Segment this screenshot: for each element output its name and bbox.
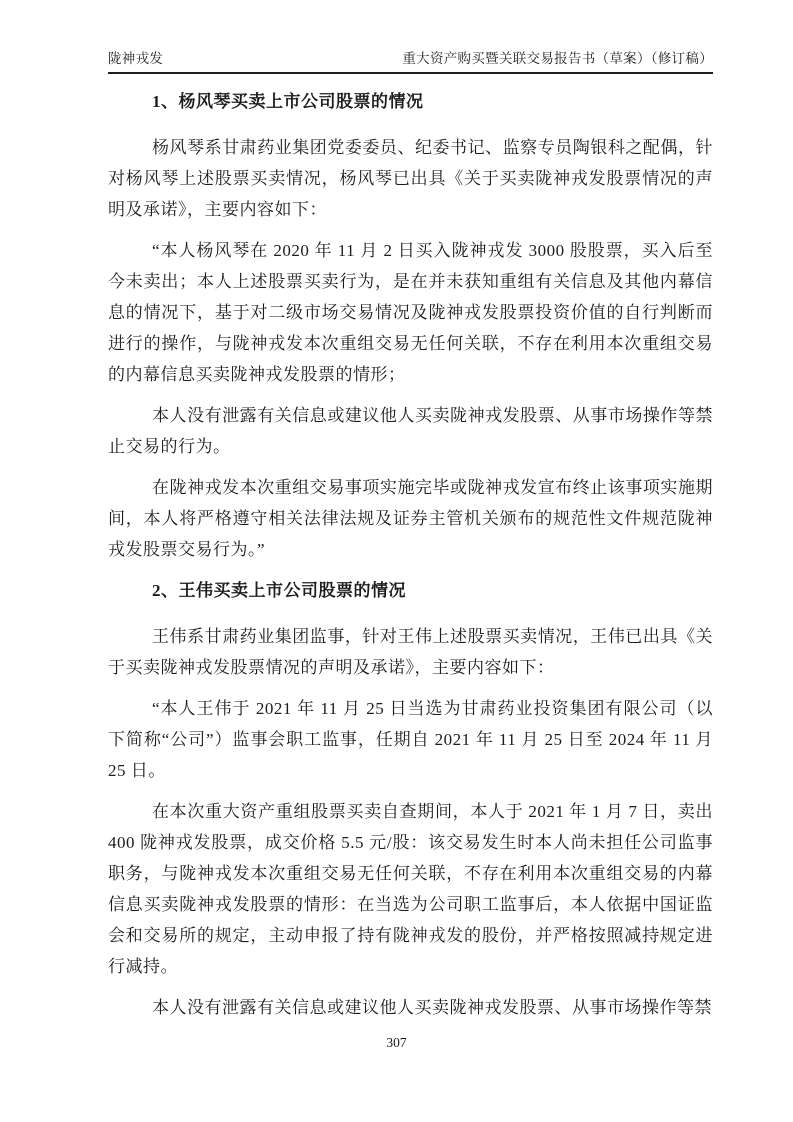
header-report-title: 重大资产购买暨关联交易报告书（草案）（修订稿） — [402, 51, 713, 66]
section-heading-wangwei: 2、王伟买卖上市公司股票的情况 — [152, 581, 406, 600]
paragraph-wangwei-intro: 王伟系甘肃药业集团监事，针对王伟上述股票买卖情况，王伟已出具《关于买卖陇神戎发股票情况的声明及承诺》，主要内容如下： — [108, 627, 713, 677]
paragraph-wangwei-trading: 在本次重大资产重组股票买卖自查期间，本人于 2021 年 1 月 7 日，卖出 400 陇神戎发股票，成交价格 5.5 元/股：该交易发生时本人尚未担任公司监事职务，与陇神戎发本次重组交易无任何关联，不存在利用本次重组交易的内幕信息买卖陇神戎发股票的情形：在当选为公司职工监事后，本人依据中国证监会和交易所的规定，主动申报了持有陇神戎发的股份，并严格按照减持规定进行减持。 — [108, 802, 713, 976]
page-header — [108, 50, 713, 74]
page-number: 307 — [386, 1035, 407, 1050]
header-company-short-name: 陇神戎发 — [108, 51, 164, 66]
paragraph-yangfengqin-compliance: 在陇神戎发本次重组交易事项实施完毕或陇神戎发宣布终止该事项实施期间，本人将严格遵守相关法律法规及证券主管机关颁布的规范性文件规范陇神戎发股票交易行为。” — [108, 478, 713, 559]
paragraph-wangwei-election: “本人王伟于 2021 年 11 月 25 日当选为甘肃药业投资集团有限公司（以下简称“公司”）监事会职工监事，任期自 2021 年 11 月 25 日至 2024 年 11 月 25 日。 — [108, 699, 713, 780]
paragraph-yangfengqin-intro: 杨风琴系甘肃药业集团党委委员、纪委书记、监察专员陶银科之配偶，针对杨风琴上述股票买卖情况，杨风琴已出具《关于买卖陇神戎发股票情况的声明及承诺》，主要内容如下： — [108, 138, 713, 219]
paragraph-yangfengqin-statement: “本人杨风琴在 2020 年 11 月 2 日买入陇神戎发 3000 股股票，买入后至今未卖出；本人上述股票买卖行为，是在并未获知重组有关信息及其他内幕信息的情况下，基于对二级市场交易情况及陇神戎发股票投资价值的自行判断而进行的操作，与陇神戎发本次重组交易无任何关联，不存在利用本次重组交易的内幕信息买卖陇神戎发股票的情形； — [108, 241, 713, 384]
section-heading-yangfengqin: 1、杨风琴买卖上市公司股票的情况 — [152, 92, 424, 111]
paragraph-yangfengqin-no-leak: 本人没有泄露有关信息或建议他人买卖陇神戎发股票、从事市场操作等禁止交易的行为。 — [108, 406, 713, 456]
page-body — [108, 72, 713, 1033]
paragraph-wangwei-no-leak-partial: 本人没有泄露有关信息或建议他人买卖陇神戎发股票、从事市场操作等禁 — [152, 998, 712, 1017]
